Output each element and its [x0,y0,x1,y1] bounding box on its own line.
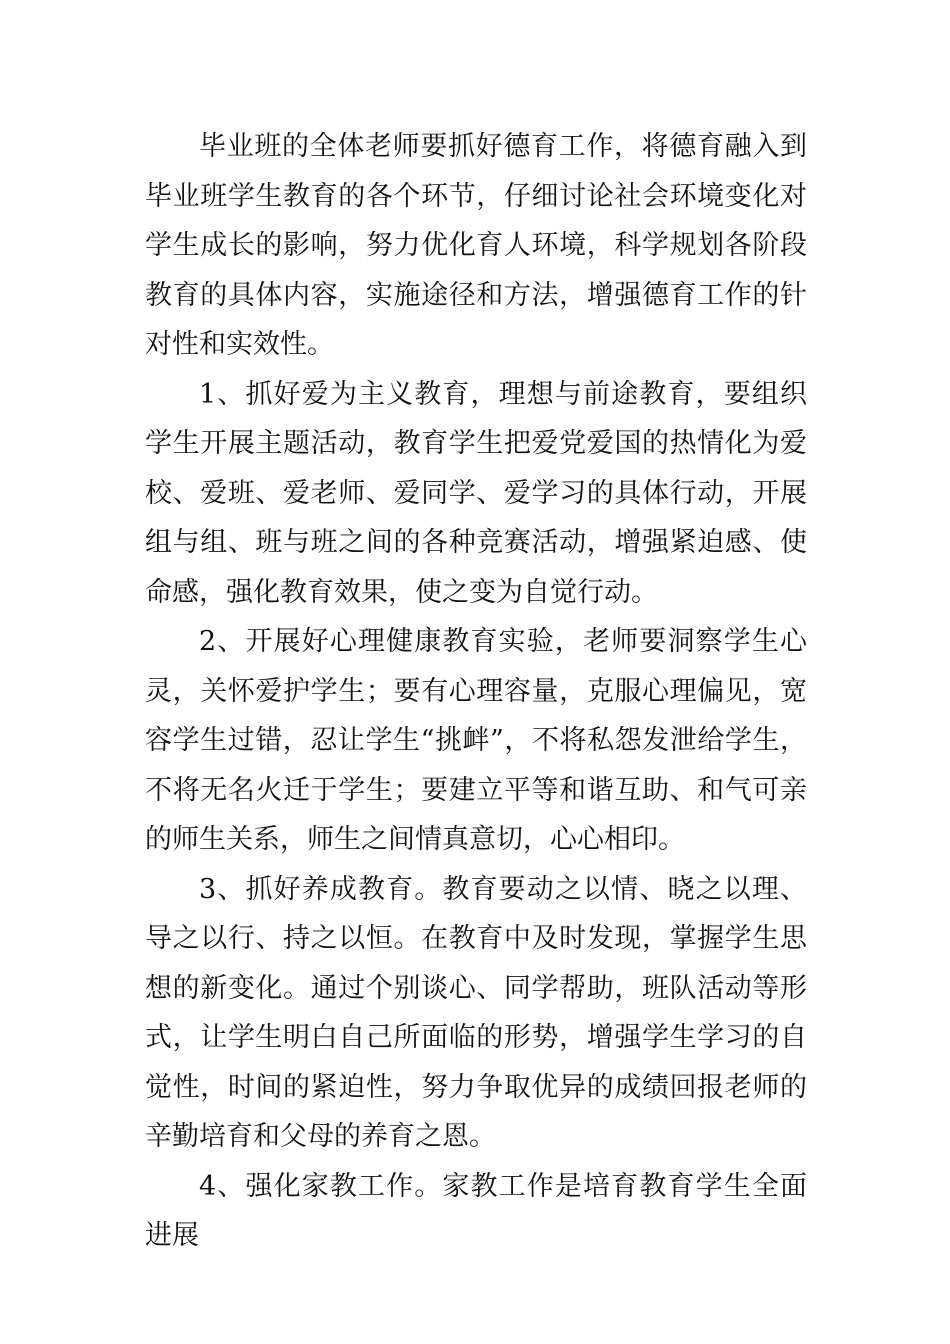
paragraph-intro: 毕业班的全体老师要抓好德育工作，将德育融入到毕业班学生教育的各个环节，仔细讨论社会环境变化对学生成长的影响，努力优化育人环境，科学规划各阶段教育的具体内容，实施途径和方法，增强德育工作的针对性和实效性。 [145,131,807,360]
paragraph-item-2: 2、开展好心理健康教育实验，老师要洞察学生心灵，关怀爱护学生；要有心理容量，克服心理偏见，宽容学生过错，忍让学生“挑衅”，不将私怨发泄给学生，不将无名火迁于学生；要建立平等和谐互助、和气可亲的师生关系，师生之间情真意切，心心相印。 [145,626,807,855]
paragraph-item-4: 4、强化家教工作。家教工作是培育教育学生全面进展 [145,1170,807,1251]
document-body [145,122,807,1261]
paragraph-item-1: 1、抓好爱为主义教育，理想与前途教育，要组织学生开展主题活动，教育学生把爱党爱国的热情化为爱校、爱班、爱老师、爱同学、爱学习的具体行动，开展组与组、班与班之间的各种竞赛活动，增强紧迫感、使命感，强化教育效果，使之变为自觉行动。 [145,378,807,608]
paragraph-item-3: 3、抓好养成教育。教育要动之以情、晓之以理、导之以行、持之以恒。在教育中及时发现，掌握学生思想的新变化。通过个别谈心、同学帮助，班队活动等形式，让学生明白自己所面临的形势，增强学生学习的自觉性，时间的紧迫性，努力争取优异的成绩回报老师的辛勤培育和父母的养育之恩。 [145,873,807,1152]
